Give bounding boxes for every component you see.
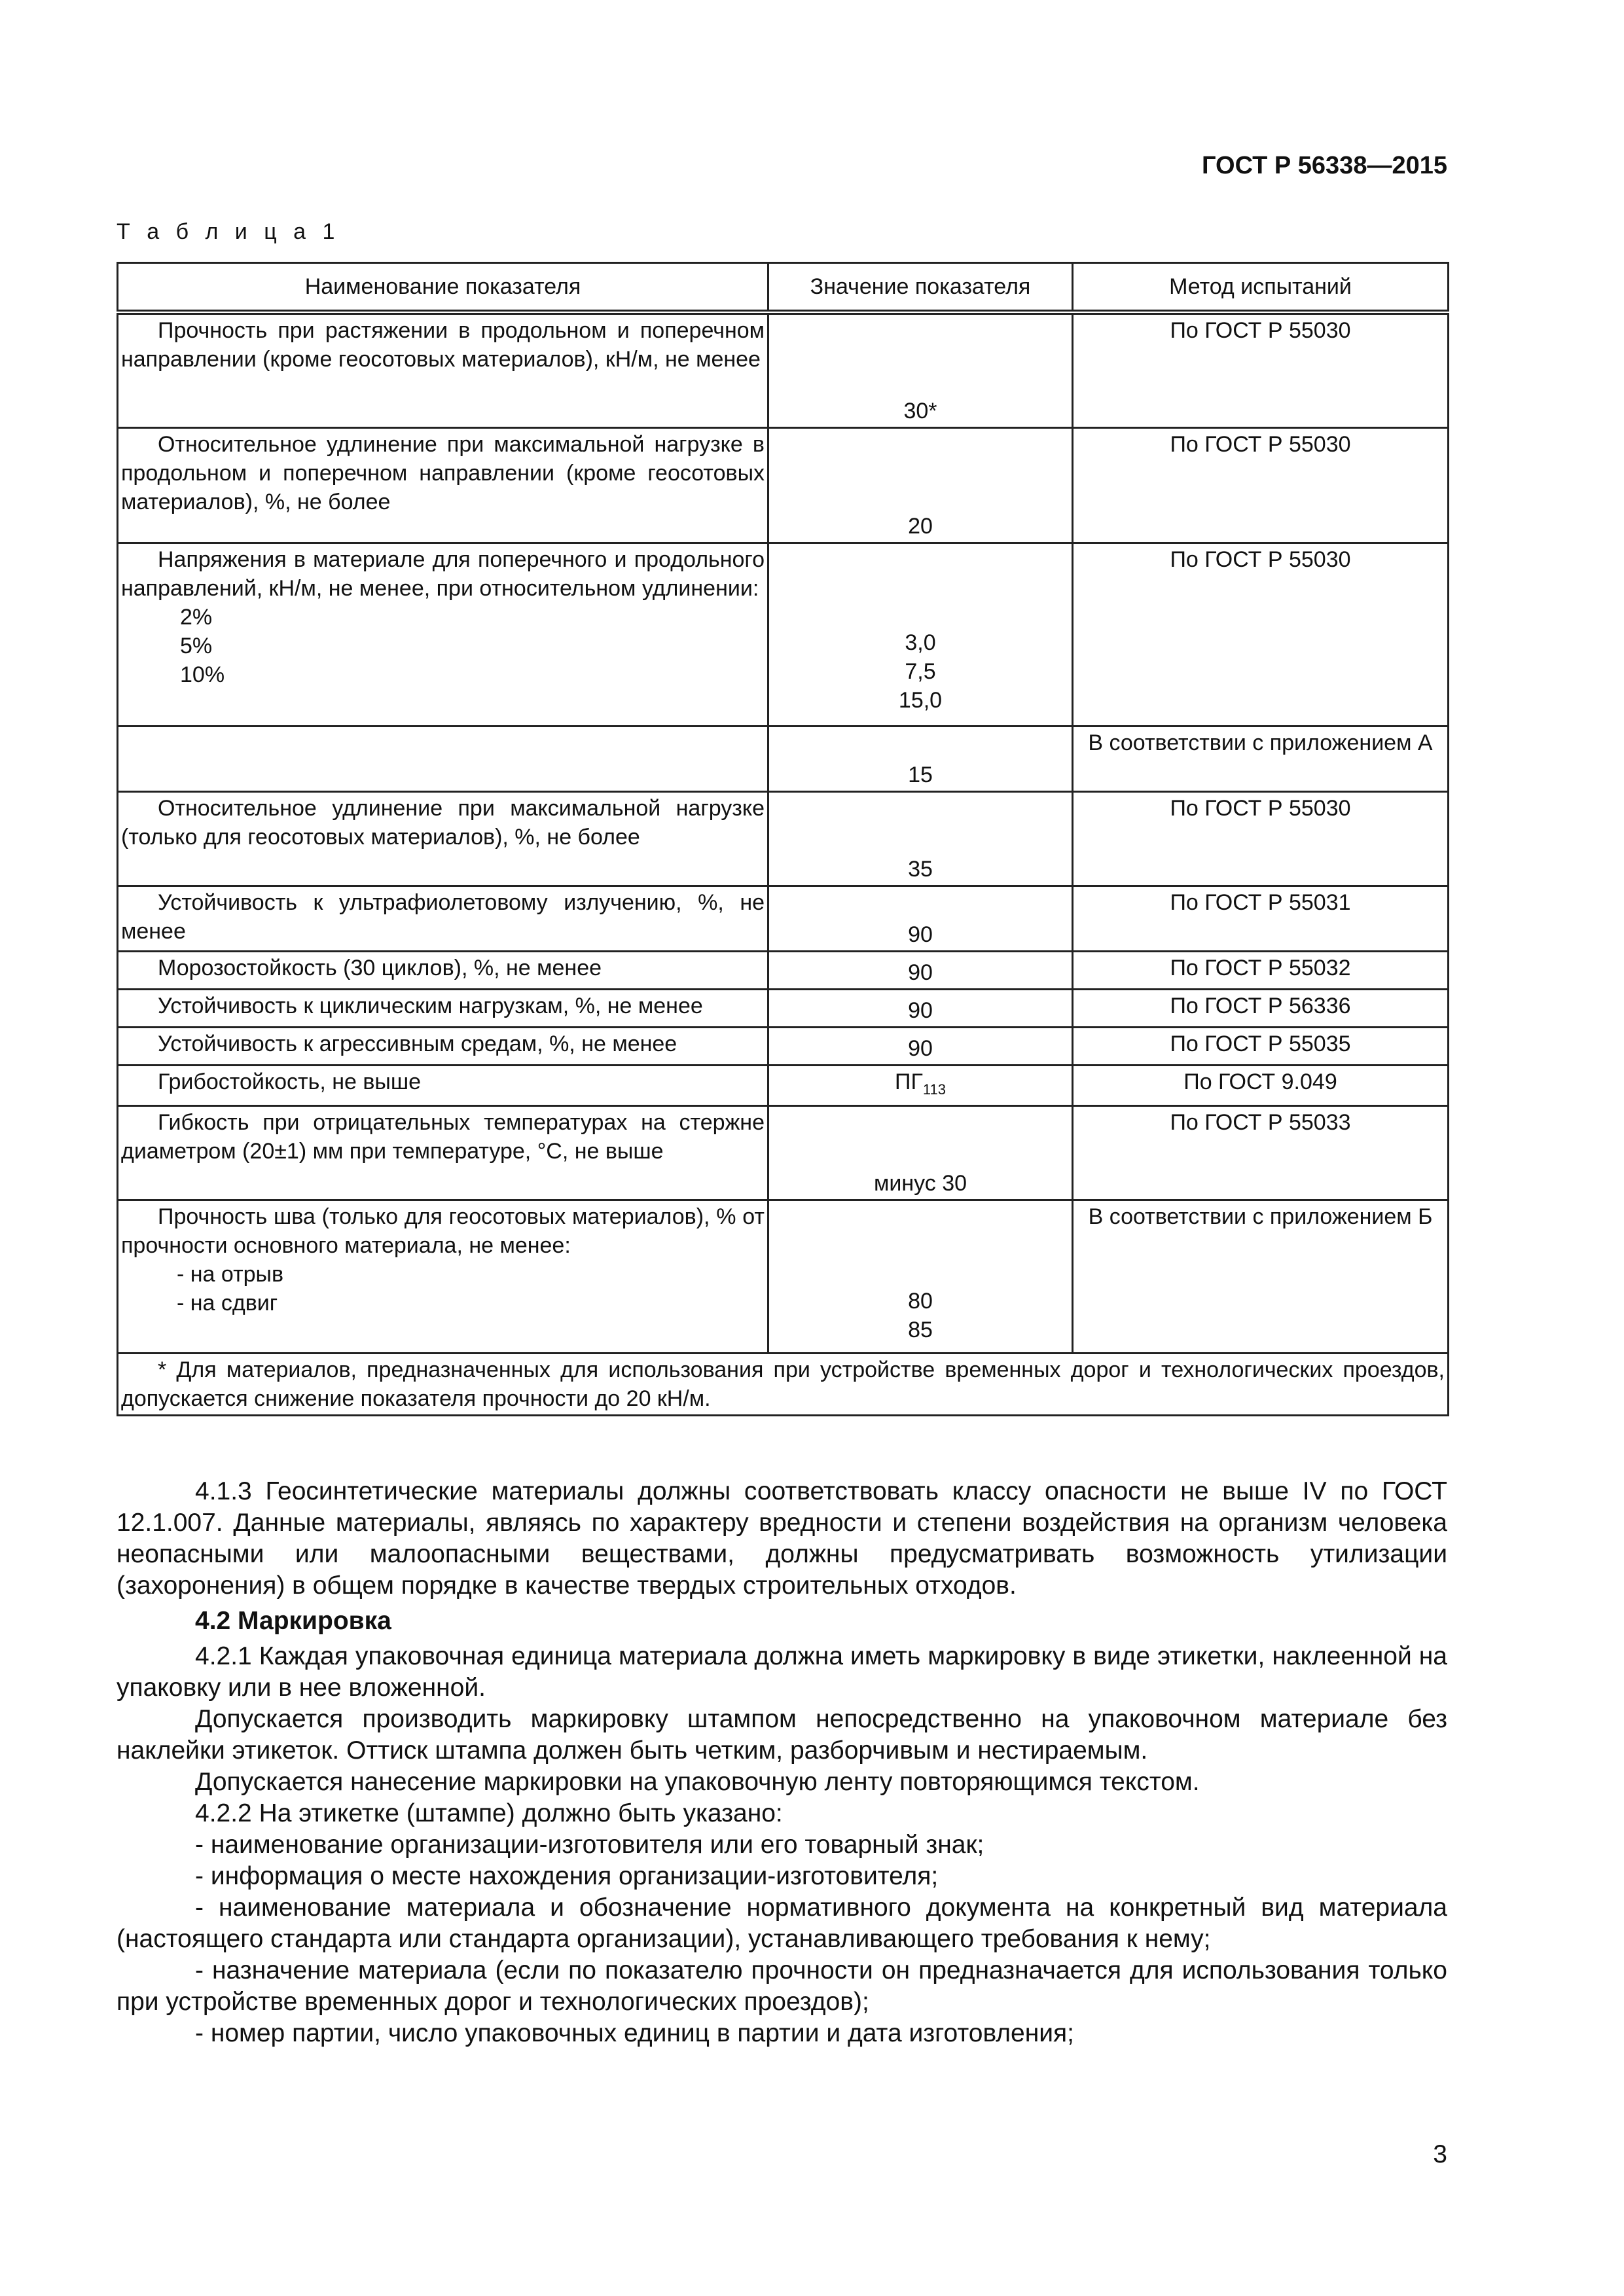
table-footnote-row [118, 1354, 1449, 1416]
table-footnote: * Для материалов, предназначенных для использования при устройстве временных дорог и технологических проездов, допускается снижение показателя прочности до 20 кН/м. [118, 1354, 1449, 1416]
paragraph-4-2-1: 4.2.1 Каждая упаковочная единица материала должна иметь маркировку в виде этикетки, наклеенной на упаковку или в нее вложенной. [117, 1642, 1447, 1702]
row-value: 30* [768, 312, 1073, 427]
row-method: По ГОСТ Р 56336 [1073, 989, 1449, 1027]
row-name: Прочность при растяжении в продольном и поперечном направлении (кроме геосотовых материалов), кН/м, не менее [118, 312, 768, 427]
table-row [118, 726, 1449, 791]
row-method: В соответствии с приложением А [1073, 726, 1449, 791]
row-name: Относительное удлинение при максимальной нагрузке в продольном и поперечном направлении (кроме геосотовых материалов), %, не более [118, 427, 768, 543]
row-method: По ГОСТ Р 55035 [1073, 1027, 1449, 1065]
section-heading-4-2: 4.2 Маркировка [195, 1607, 391, 1635]
paragraph-tape-marking: Допускается нанесение маркировки на упаковочную ленту повторяющимся текстом. [195, 1768, 1200, 1796]
table-header-row [118, 263, 1449, 313]
table-row [118, 1027, 1449, 1065]
row-method: По ГОСТ Р 55030 [1073, 312, 1449, 427]
document-id: ГОСТ Р 56338—2015 [1202, 152, 1447, 179]
list-item: - информация о месте нахождения организации-изготовителя; [195, 1862, 939, 1890]
table-row [118, 1106, 1449, 1200]
row-subitem: 2% [180, 604, 213, 630]
paragraph-4-2-2: 4.2.2 На этикетке (штампе) должно быть указано: [195, 1799, 783, 1827]
row-name [118, 726, 768, 791]
row-value [768, 1065, 1073, 1106]
row-name [118, 1200, 768, 1354]
row-name: Устойчивость к агрессивным средам, %, не менее [118, 1027, 768, 1065]
fungus-grade: ПГ [895, 1069, 923, 1094]
row-method: По ГОСТ Р 55032 [1073, 951, 1449, 989]
row-value: 15 [768, 726, 1073, 791]
row-value: 90 [768, 951, 1073, 989]
row-value: 35 [768, 791, 1073, 886]
body-text [117, 1476, 1447, 2049]
row-name: Гибкость при отрицательных температурах на стержне диаметром (20±1) мм при температуре, °С, не выше [118, 1106, 768, 1200]
row-method: По ГОСТ Р 55030 [1073, 427, 1449, 543]
row-method: По ГОСТ Р 55031 [1073, 886, 1449, 951]
table-row [118, 427, 1449, 543]
list-item: - наименование материала и обозначение нормативного документа на конкретный вид материала (настоящего стандарта или стандарта организации), устанавливающего требования к нему; [117, 1893, 1447, 1953]
row-name: Устойчивость к ультрафиолетовому излучению, %, не менее [118, 886, 768, 951]
row-name: Относительное удлинение при максимальной нагрузке (только для геосотовых материалов), %, не более [118, 791, 768, 886]
row-method: В соответствии с приложением Б [1073, 1200, 1449, 1354]
list-item: - назначение материала (если по показателю прочности он предназначается для использования только при устройстве временных дорог и технологических проездов); [117, 1956, 1447, 2016]
table-caption: Т а б л и ц а 1 [117, 219, 340, 244]
row-value: 90 [768, 989, 1073, 1027]
row-subitem: - на сдвиг [177, 1291, 278, 1316]
table-row [118, 312, 1449, 427]
row-name-text: Прочность шва (только для геосотовых материалов), % от прочности основного материала, не менее: [121, 1204, 765, 1259]
row-value: минус 30 [768, 1106, 1073, 1200]
row-name: Морозостойкость (30 циклов), %, не менее [118, 951, 768, 989]
table-row [118, 1065, 1449, 1106]
row-name [118, 543, 768, 726]
table-row [118, 1200, 1449, 1354]
paragraph-stamp-marking: Допускается производить маркировку штампом непосредственно на упаковочном материале без наклейки этикеток. Оттиск штампа должен быть четким, разборчивым и нестираемым. [117, 1705, 1447, 1765]
row-value-line: 15,0 [898, 687, 943, 713]
row-method: По ГОСТ Р 55030 [1073, 791, 1449, 886]
list-item: - номер партии, число упаковочных единиц в партии и дата изготовления; [195, 2019, 1075, 2047]
table-row [118, 886, 1449, 951]
table-row [118, 791, 1449, 886]
row-value [768, 543, 1073, 726]
row-name: Устойчивость к циклическим нагрузкам, %, не менее [118, 989, 768, 1027]
row-value: 90 [768, 886, 1073, 951]
list-item: - наименование организации-изготовителя или его товарный знак; [195, 1831, 984, 1859]
column-header-value: Значение показателя [768, 263, 1073, 313]
row-method: По ГОСТ Р 55033 [1073, 1106, 1449, 1200]
row-value-line: 85 [908, 1318, 933, 1343]
row-value [768, 1200, 1073, 1354]
column-header-name: Наименование показателя [118, 263, 768, 313]
row-method: По ГОСТ 9.049 [1073, 1065, 1449, 1106]
row-subitem: - на отрыв [177, 1262, 284, 1287]
requirements-table [117, 262, 1449, 1416]
row-subitem: 5% [180, 633, 213, 658]
row-value-line: 3,0 [905, 630, 936, 655]
fungus-grade-subscript: 113 [922, 1081, 946, 1098]
table-row [118, 989, 1449, 1027]
column-header-method: Метод испытаний [1073, 263, 1449, 313]
table-row [118, 543, 1449, 726]
row-value-line: 80 [908, 1289, 933, 1314]
row-name: Грибостойкость, не выше [118, 1065, 768, 1106]
row-value: 90 [768, 1027, 1073, 1065]
row-value-line: 7,5 [905, 658, 936, 684]
page-number: 3 [1433, 2140, 1447, 2168]
table-row [118, 951, 1449, 989]
row-value: 20 [768, 427, 1073, 543]
row-method: По ГОСТ Р 55030 [1073, 543, 1449, 726]
row-subitem: 10% [180, 662, 225, 687]
row-name-text: Напряжения в материале для поперечного и продольного направлений, кН/м, не менее, при относительном удлинении: [121, 547, 765, 601]
paragraph-4-1-3: 4.1.3 Геосинтетические материалы должны соответствовать классу опасности не выше IV по ГОСТ 12.1.007. Данные материалы, являясь по характеру вредности и степени воздействия на организм человека неопасными или малоопасными веществами, должны предусматривать возможность утилизации (захоронения) в общем порядке в качестве твердых строительных отходов. [117, 1477, 1447, 1600]
